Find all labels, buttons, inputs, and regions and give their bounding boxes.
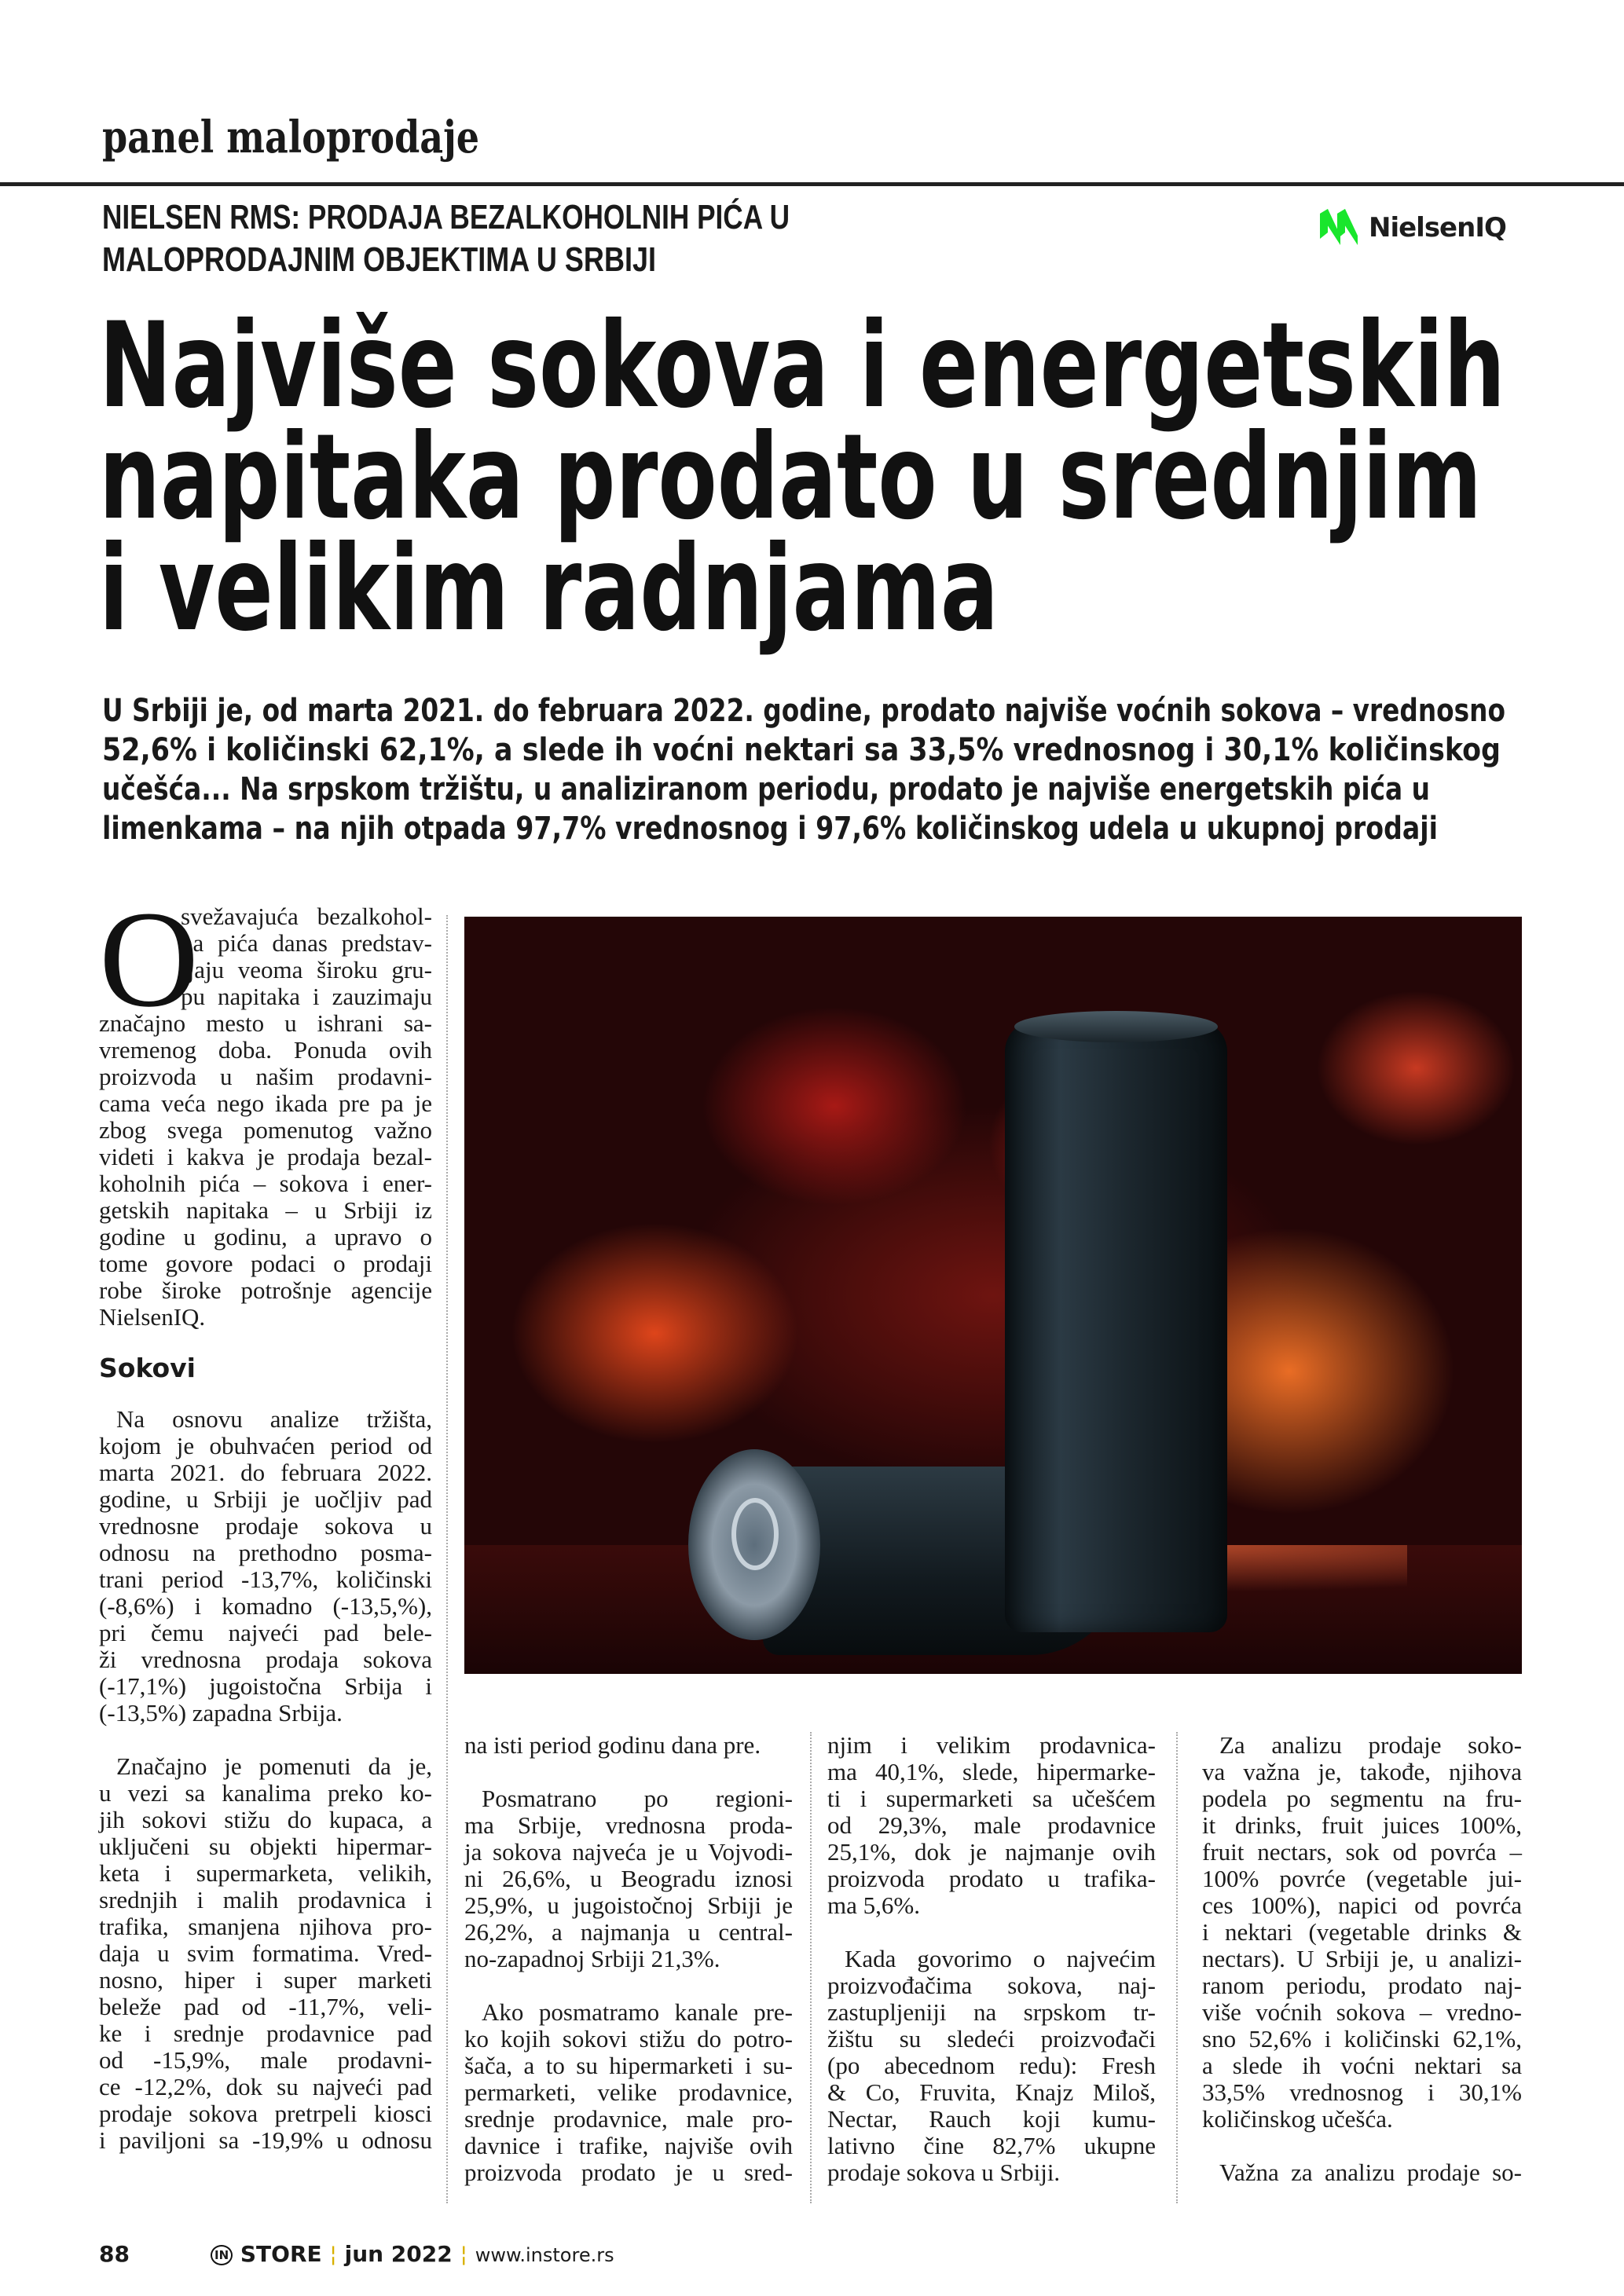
lead-line-text: učešća... Na srpskom tržištu, u analiziranom periodu, prodato je najviše energetskih pića u [102,771,1430,807]
kicker-line-text: MALOPRODAJNIM OBJEKTIMA U SRBIJI [102,240,656,279]
text-line [99,1833,432,1860]
text-line-content: 26,2%, a najmanja u central- [464,1918,793,1946]
text-line [99,1197,432,1224]
text-line-content: 100% povrće (vegetable jui- [1202,1865,1522,1892]
paragraph [464,1785,793,1972]
issue-date: jun 2022 [344,2241,453,2267]
paragraph [1202,2159,1522,2186]
text-line [99,1673,432,1700]
paragraph [99,1406,432,1727]
text-line-content: Posmatrano po regioni- [482,1785,793,1812]
text-line [99,1994,432,2020]
text-line [1202,1972,1522,1999]
text-line-content: ljaju veoma široku gru- [181,956,432,983]
text-line [827,2079,1156,2106]
text-line-content: od 29,3%, male prodavnice [827,1811,1156,1839]
text-line [464,1946,793,1972]
kicker-line [102,196,962,239]
text-line [1202,1785,1522,1812]
text-line-content: Za analizu prodaje soko- [1219,1731,1522,1759]
text-line-content: proizvoda prodato u trafika- [827,1865,1156,1892]
text-line [99,1566,432,1593]
headline [99,298,1624,657]
lead-line [102,770,1624,809]
text-line-content: prodaje sokova pretrpeli kiosci [99,2100,432,2127]
text-line [99,1277,432,1304]
text-line-content: ces 100%), napici od povrća [1202,1891,1522,1919]
text-line [99,1406,432,1433]
text-line [99,1433,432,1459]
text-line-content: pri čemu najveći pad bele- [99,1619,432,1646]
text-line [99,1459,432,1486]
text-line [827,1972,1156,1999]
section-subheading: Sokovi [99,1353,196,1383]
text-line-content: proizvoda prodato je u sred- [464,2159,793,2186]
text-line-content: više voćnih sokova – vredno- [1202,1998,1522,2026]
text-line [1202,1759,1522,1785]
text-line-content: sno 52,6% i količinski 62,1%, [1202,2025,1522,2052]
text-line-content: permarketi, velike prodavnice, [464,2078,793,2106]
paragraph [827,1732,1156,1919]
page-number: 88 [99,2241,130,2267]
text-line [827,1866,1156,1892]
text-line-content: ma 5,6%. [827,1891,920,1919]
drop-cap: O [99,883,200,1036]
text-line-content: količinskog učešća. [1202,2105,1393,2133]
text-line-content: ranom periodu, prodato naj- [1202,1972,1522,1999]
text-line [1202,1732,1522,1759]
kicker [102,196,962,281]
column-separator [810,1732,812,2203]
text-line [827,2159,1156,2186]
text-line [1202,2106,1522,2133]
text-line-content: ce -12,2%, dok su najveći pad [99,2073,432,2100]
text-line [99,1513,432,1540]
text-line-content: a slede ih voćni nektari sa [1202,2052,1522,2079]
text-line [827,2052,1156,2079]
text-line [99,2047,432,2074]
text-line-content: jih sokovi stižu do kupaca, a [99,1806,432,1833]
kicker-line-text: NIELSEN RMS: PRODAJA BEZALKOHOLNIH PIĆA U [102,198,790,236]
text-line-content: (-17,1%) jugoistočna Srbija i [99,1672,432,1700]
article-column-3 [827,1732,1156,2213]
energy-drink-cans-photo [464,917,1522,1674]
nielseniq-logo [1320,206,1524,250]
text-line-content: ke i srednje prodavnice pad [99,2020,432,2047]
text-line-content: 25,9%, u jugoistočnoj Srbiji je [464,1891,793,1919]
text-line [464,2133,793,2159]
text-line-content: Ako posmatramo kanale pre- [482,1998,793,2026]
text-line-content: marta 2021. do februara 2022. [99,1459,432,1486]
text-line-content: zastupljeniji na srpskom tr- [827,1998,1156,2026]
logo-text: NielsenIQ [1369,212,1506,244]
text-line [1202,1812,1522,1839]
text-line [99,1170,432,1197]
text-line [99,1540,432,1566]
section-title-text: panel maloprodaje [102,112,479,163]
brand-prefix: IN [211,2245,233,2265]
text-line [464,1866,793,1892]
paragraph [464,1732,793,1759]
text-line-content: no-zapadnoj Srbiji 21,3%. [464,1945,720,1972]
text-line-content: it drinks, fruit juices 100%, [1202,1811,1522,1839]
text-line-content: odnosu na prethodno posma- [99,1539,432,1566]
text-line-content: na isti period godinu dana pre. [464,1731,761,1759]
text-line [1202,1999,1522,2026]
paragraph [99,1753,432,2154]
text-line [464,2052,793,2079]
text-line [827,2106,1156,2133]
text-line [99,2074,432,2100]
text-line-content: Važna za analizu prodaje so- [1219,2159,1522,2186]
text-line [99,2020,432,2047]
text-line [99,2127,432,2154]
text-line-content: beleže pad od -11,7%, veli- [99,1993,432,2020]
text-line [99,1700,432,1727]
text-line [99,1593,432,1620]
text-line [99,1144,432,1170]
text-line [1202,2052,1522,2079]
headline-line-text: Najviše sokova i energetskih [99,298,1505,434]
headline-line [99,298,1624,434]
headline-line-text: i velikim radnjama [99,521,999,657]
text-line [1202,1946,1522,1972]
text-line [99,1940,432,1967]
text-line-content: vremenog doba. Ponuda ovih [99,1036,432,1064]
text-line-content: i paviljoni sa -19,9% u odnosu [99,2126,432,2154]
brand-name: STORE [240,2241,322,2267]
text-line-content: Kada govorimo o najvećim [845,1945,1156,1972]
footer-info [211,2240,614,2269]
section-title [102,110,561,165]
text-line [464,1839,793,1866]
text-line-content: Na osnovu analize tržišta, [116,1405,432,1433]
lead-line-text: limenkama – na njih otpada 97,7% vrednosnog i 97,6% količinskog udela u ukupnoj prodaji [102,811,1438,847]
text-line [1202,1892,1522,1919]
text-line [464,1999,793,2026]
text-line [99,1780,432,1807]
text-line-content: pu napitaka i zauzimaju [181,983,432,1010]
text-line-content: ma Srbije, vrednosna proda- [464,1811,793,1839]
text-line [99,1753,432,1780]
text-line [464,1892,793,1919]
website-link[interactable]: www.instore.rs [475,2244,614,2266]
text-line [99,1251,432,1277]
text-line-content: uključeni su objekti hipermar- [99,1833,432,1860]
text-line-content: kojom je obuhvaćen period od [99,1432,432,1459]
text-line-content: lativno čine 82,7% ukupne [827,2132,1156,2159]
nielseniq-mark-icon [1320,209,1364,247]
text-line-content: koholnih pića – sokova i ener- [99,1170,432,1197]
headline-line-text: napitaka prodato u srednjim [99,409,1483,546]
text-line-content: vrednosne prodaje sokova u [99,1512,432,1540]
text-line-content: cama veća nego ikada pre pa je [99,1089,432,1117]
article-column-2 [464,1732,793,2213]
text-line [827,1759,1156,1785]
text-line [827,1839,1156,1866]
text-line [99,1807,432,1833]
text-line [827,2026,1156,2052]
text-line [99,1224,432,1251]
text-line [99,1913,432,1940]
column-separator [446,915,448,2203]
text-line-content: (-13,5%) zapadna Srbija. [99,1699,343,1727]
text-line-content: značajno mesto u ishrani sa- [99,1009,432,1037]
headline-line [99,409,1624,546]
text-line-content: nectars). U Srbiji je, u analizi- [1202,1945,1522,1972]
text-line-content: keta i supermarketa, velikih, [99,1859,432,1887]
article-column-1 [99,883,432,2181]
text-line [99,1090,432,1117]
text-line-content: ko kojih sokovi stižu do potro- [464,2025,793,2052]
text-line-content: proizvoda u našim prodavni- [99,1063,432,1090]
text-line-content: na pića danas predstav- [181,929,432,957]
text-line-content: Nectar, Rauch koji kumu- [827,2105,1156,2133]
text-line-content: njim i velikim prodavnica- [827,1731,1156,1759]
text-line [1202,2026,1522,2052]
kicker-line [102,239,962,281]
lead-line-text: 52,6% i količinski 62,1%, a slede ih voćni nektari sa 33,5% vrednosnog i 30,1% količinskog [102,732,1501,768]
standing-can [1005,1020,1227,1632]
lead-line [102,731,1624,770]
text-line-content: 33,5% vrednosnog i 30,1% [1202,2078,1522,2106]
text-line-content: daja u svim formatima. Vred- [99,1939,432,1967]
paragraph [827,1946,1156,2186]
text-line-content: NielsenIQ. [99,1303,206,1331]
text-line-content: 25,1%, dok je najmanje ovih [827,1838,1156,1866]
text-line-content: od -15,9%, male prodavni- [99,2046,432,2074]
text-line [99,1860,432,1887]
text-line-content: srednje prodavnice, male pro- [464,2105,793,2133]
text-line-content: prodaje sokova u Srbiji. [827,2159,1061,2186]
headline-line [99,521,1624,657]
lead-line [102,691,1624,731]
text-line-content: nosno, hiper i super marketi [99,1966,432,1994]
text-line [464,1785,793,1812]
text-line-content: tome govore podaci o prodaji [99,1250,432,1277]
text-line-content: ži vrednosna prodaja sokova [99,1646,432,1673]
text-line-content: šača, a to su hipermarketi i su- [464,2052,793,2079]
text-line [827,2133,1156,2159]
text-line-content: godine u godinu, a upravo o [99,1223,432,1251]
text-line-content: (-8,6%) i komadno (-13,5,%), [99,1592,432,1620]
text-line [99,1620,432,1646]
text-line [827,1732,1156,1759]
lead-line [102,809,1624,848]
text-line [827,1999,1156,2026]
text-line-content: u vezi sa kanalima preko ko- [99,1779,432,1807]
text-line [464,2159,793,2186]
lead-paragraph [102,691,1624,848]
text-line [464,1812,793,1839]
text-line [99,1967,432,1994]
pull-tab-icon [731,1498,779,1570]
text-line [99,1117,432,1144]
text-line-content: i nektari (vegetable drinks & [1202,1918,1522,1946]
text-line [99,2100,432,2127]
standing-can-top [1014,1011,1218,1042]
text-line-content: svežavajuća bezalkohol- [181,903,432,930]
paragraph [464,1999,793,2186]
text-line [464,2079,793,2106]
text-line-content: (po abecednom redu): Fresh [827,2052,1156,2079]
text-line-content: & Co, Fruvita, Knajz Miloš, [827,2078,1156,2106]
text-line-content: ni 26,6%, u Beogradu iznosi [464,1865,793,1892]
text-line [99,1887,432,1913]
text-line-content: srednjih i malih prodavnica i [99,1886,432,1913]
text-line [99,1646,432,1673]
text-line-content: videti i kakva je prodaja bezal- [99,1143,432,1170]
text-line-content: davnice i trafike, najviše ovih [464,2132,793,2159]
text-line-content: godine, u Srbiji je uočljiv pad [99,1485,432,1513]
text-line [464,2026,793,2052]
text-line-content: Značajno je pomenuti da je, [116,1752,432,1780]
text-line-content: ma 40,1%, slede, hipermarke- [827,1758,1156,1785]
top-rule [0,182,1624,186]
text-line-content: getskih napitaka – u Srbiji iz [99,1196,432,1224]
footer-divider: ¦ [329,2241,337,2267]
text-line [464,1732,793,1759]
article-column-4 [1202,1732,1522,2213]
text-line-content: fruit nectars, sok od povrća – [1202,1838,1522,1866]
text-line-content: trani period -13,7%, količinski [99,1565,432,1593]
text-line-content: robe široke potrošnje agencije [99,1276,432,1304]
text-line [1202,2079,1522,2106]
text-line [464,2106,793,2133]
text-line [99,1064,432,1090]
text-line-content: trafika, smanjena njihova pro- [99,1913,432,1940]
text-line-content: ja sokova najveća je u Vojvodi- [464,1838,793,1866]
text-line [99,1037,432,1064]
text-line-content: proizvođačima sokova, naj- [827,1972,1156,1999]
column-separator [1176,1732,1178,2203]
text-line [1202,1866,1522,1892]
text-line [1202,2159,1522,2186]
text-line [99,1486,432,1513]
text-line [827,1946,1156,1972]
text-line-content: zbog svega pomenutog važno [99,1116,432,1144]
text-line [99,1304,432,1331]
text-line-content: va važna je, takođe, njihova [1202,1758,1522,1785]
text-line [1202,1919,1522,1946]
text-line [827,1785,1156,1812]
footer-divider: ¦ [460,2241,467,2267]
text-line [827,1892,1156,1919]
text-line-content: žištu su sledeći proizvođači [827,2025,1156,2052]
text-line [827,1812,1156,1839]
paragraph [99,883,432,1331]
lead-line-text: U Srbiji je, od marta 2021. do februara 2022. godine, prodato najviše voćnih sokova – vrednosno [102,693,1505,729]
paragraph [1202,1732,1522,2133]
text-line [1202,1839,1522,1866]
text-line [464,1919,793,1946]
text-line-content: ti i supermarketi sa učešćem [827,1785,1156,1812]
text-line-content: podela po segmentu na fru- [1202,1785,1522,1812]
